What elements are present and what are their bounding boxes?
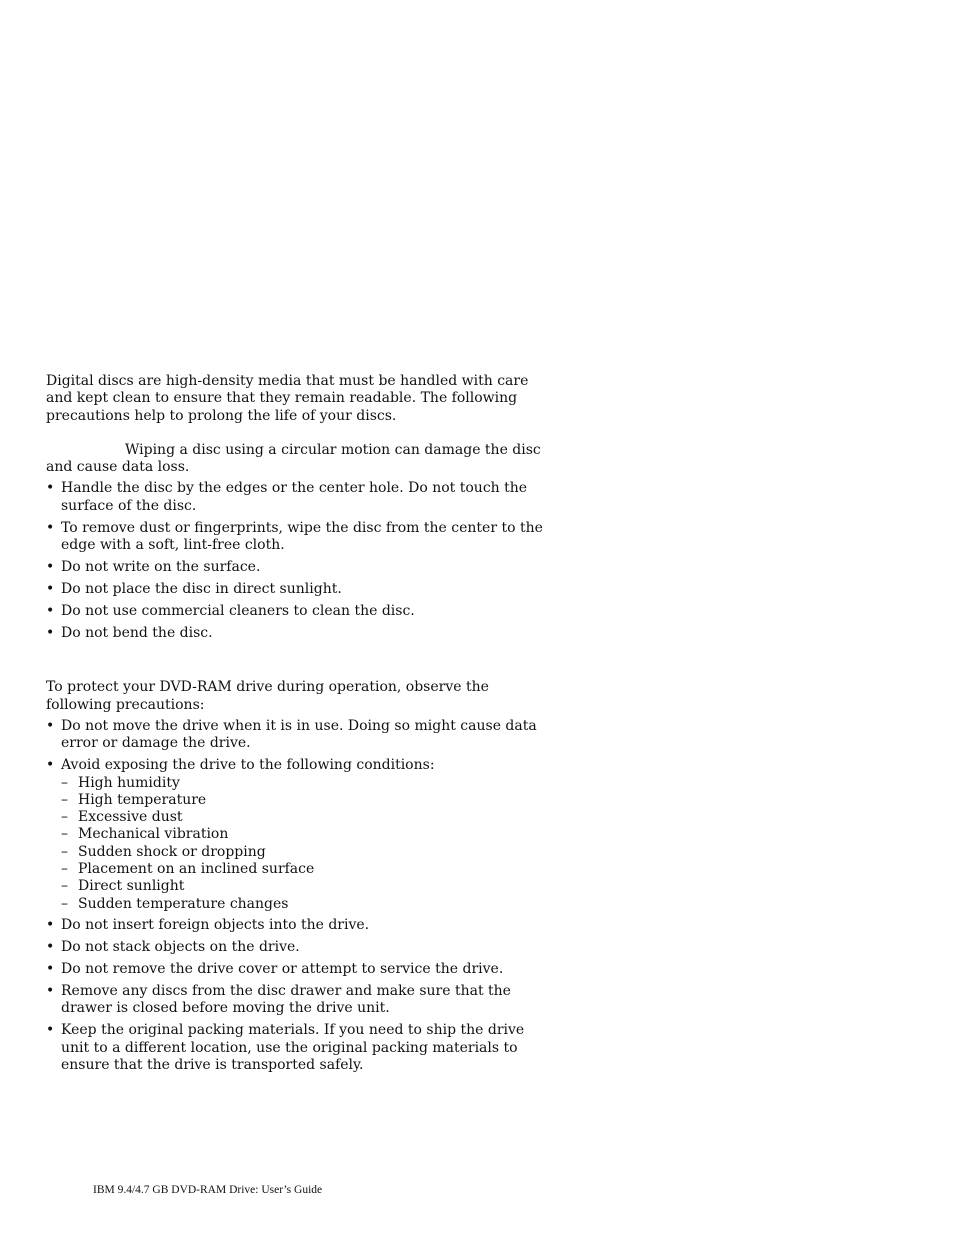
bullet-mark: • <box>46 519 55 536</box>
list-item-text: Do not remove the drive cover or attempt to service the drive. <box>61 961 504 978</box>
bullet-mark: • <box>46 1022 55 1039</box>
sublist-item-text: Mechanical vibration <box>78 826 229 843</box>
discs-caution-paragraph: Wiping a disc using a circular motion can damage the disc and cause data loss. <box>46 441 541 476</box>
discs-intro-paragraph: Digital discs are high-density media that must be handled with care and kept clean to ensure that they remain readable. The following precautions help to prolong the life of your discs. <box>46 373 529 424</box>
sublist-item <box>61 775 556 792</box>
dash-mark: – <box>61 791 68 808</box>
page-footer: IBM 9.4/4.7 GB DVD-RAM Drive: User’s Guide <box>93 1184 323 1196</box>
sublist-item <box>61 896 556 913</box>
sublist-item-text: High humidity <box>78 774 180 791</box>
list-item-text: To remove dust or fingerprints, wipe the disc from the center to the edge with a soft, lint-free cloth. <box>61 519 543 553</box>
list-item-text: Keep the original packing materials. If you need to ship the drive unit to a different location, use the original packing materials to ensure that the drive is transported safely. <box>61 1022 525 1073</box>
bullet-mark: • <box>46 961 55 978</box>
conditions-sublist <box>61 775 556 913</box>
drive-intro-paragraph: To protect your DVD-RAM drive during operation, observe the following precautions: <box>46 679 489 713</box>
dash-mark: – <box>61 843 68 860</box>
sublist-item <box>61 844 556 861</box>
list-item-text: Do not bend the disc. <box>61 624 213 641</box>
sublist-item-text: High temperature <box>78 791 207 808</box>
dash-mark: – <box>61 860 68 877</box>
list-item <box>46 757 556 913</box>
bullet-mark: • <box>46 580 55 597</box>
sublist-item <box>61 878 556 895</box>
list-item <box>46 983 556 1018</box>
sublist-item <box>61 809 556 826</box>
list-item <box>46 625 556 642</box>
list-item <box>46 559 556 576</box>
bullet-mark: • <box>46 558 55 575</box>
list-item <box>46 520 556 555</box>
disc-precautions-list <box>46 480 556 641</box>
sublist-item <box>61 792 556 809</box>
bullet-mark: • <box>46 983 55 1000</box>
sublist-item-text: Placement on an inclined surface <box>78 860 315 877</box>
list-item-text: Do not place the disc in direct sunlight. <box>61 580 342 597</box>
bullet-mark: • <box>46 917 55 934</box>
sublist-item <box>61 826 556 843</box>
page-content <box>46 373 556 1079</box>
list-item <box>46 917 556 934</box>
dash-mark: – <box>61 895 68 912</box>
list-item-text: Do not insert foreign objects into the drive. <box>61 917 370 934</box>
dash-mark: – <box>61 774 68 791</box>
dash-mark: – <box>61 826 68 843</box>
list-item <box>46 961 556 978</box>
bullet-mark: • <box>46 624 55 641</box>
bullet-mark: • <box>46 757 55 774</box>
sublist-item <box>61 861 556 878</box>
list-item-text: Avoid exposing the drive to the following conditions: <box>61 757 435 774</box>
list-item-text: Remove any discs from the disc drawer and make sure that the drawer is closed before moving the drive unit. <box>61 983 511 1017</box>
dash-mark: – <box>61 809 68 826</box>
drive-precautions-list <box>46 718 556 1074</box>
list-item <box>46 581 556 598</box>
bullet-mark: • <box>46 480 55 497</box>
list-item-text: Do not use commercial cleaners to clean the disc. <box>61 602 415 619</box>
section-spacer <box>46 646 556 679</box>
bullet-mark: • <box>46 718 55 735</box>
list-item-text: Do not stack objects on the drive. <box>61 939 300 956</box>
list-item <box>46 718 556 753</box>
sublist-item-text: Sudden temperature changes <box>78 895 289 912</box>
list-item <box>46 480 556 515</box>
sublist-item-text: Excessive dust <box>78 809 183 826</box>
list-item-text: Do not write on the surface. <box>61 558 261 575</box>
list-item-text: Do not move the drive when it is in use. Doing so might cause data error or damage the drive. <box>61 718 537 752</box>
bullet-mark: • <box>46 939 55 956</box>
dash-mark: – <box>61 878 68 895</box>
sublist-item-text: Direct sunlight <box>78 878 185 895</box>
list-item <box>46 939 556 956</box>
sublist-item-text: Sudden shock or dropping <box>78 843 266 860</box>
list-item <box>46 603 556 620</box>
list-item-text: Handle the disc by the edges or the center hole. Do not touch the surface of the disc. <box>61 480 528 514</box>
list-item <box>46 1022 556 1074</box>
bullet-mark: • <box>46 602 55 619</box>
